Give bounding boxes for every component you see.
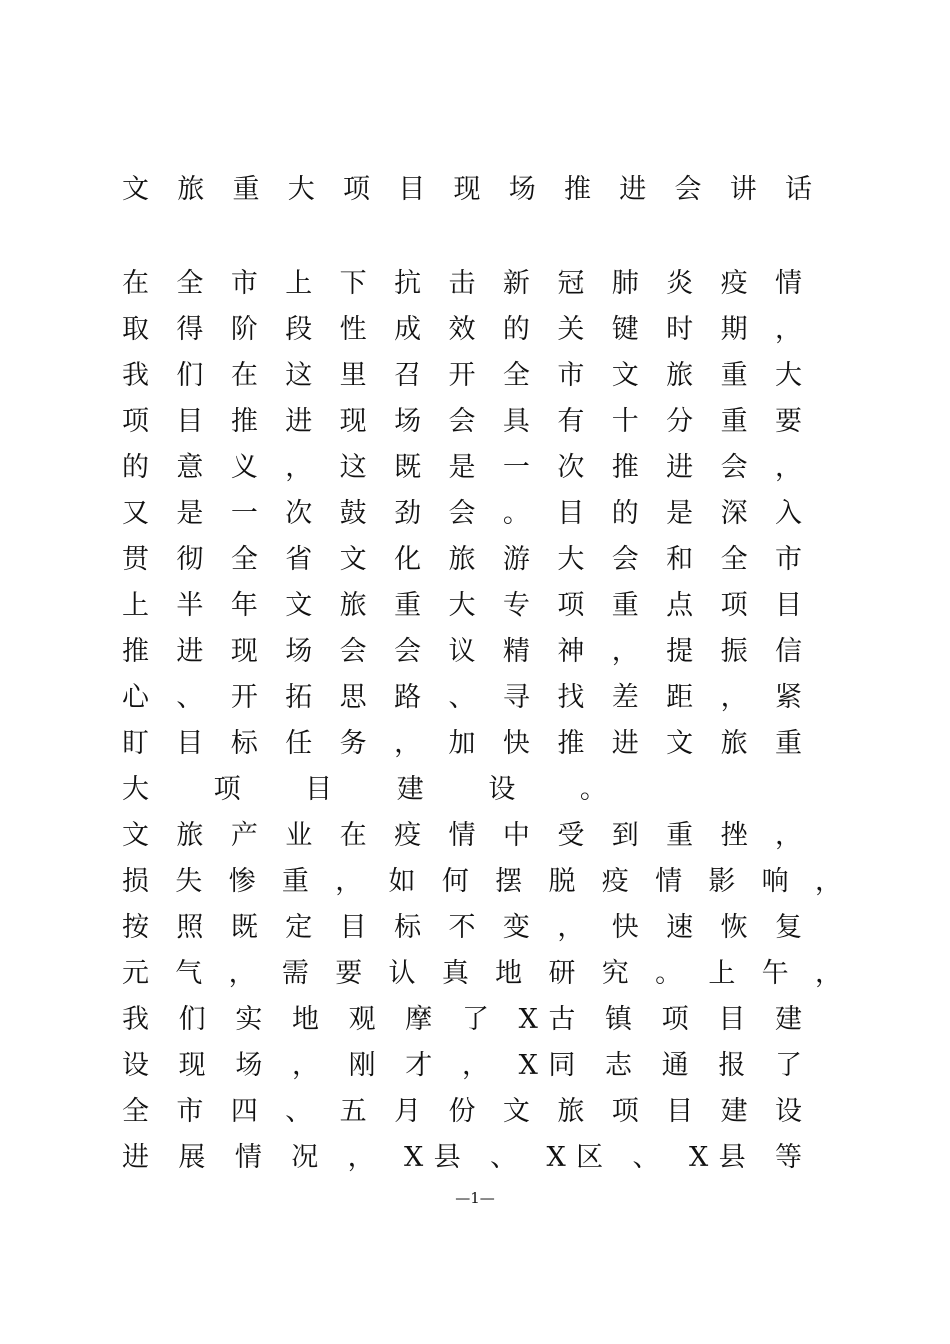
body-line: 我 们 实 地 观 摩 了 X古 镇 项 目 建 — [122, 1004, 802, 1035]
body-line: 上 半 年 文 旅 重 大 专 项 重 点 项 目 — [122, 590, 802, 621]
body-line: 推 进 现 场 会 会 议 精 神 ， 提 振 信 — [122, 636, 802, 667]
body-line: 进 展 情 况 ， X县 、 X区 、 X县 等 — [122, 1142, 802, 1173]
body-line: 按 照 既 定 目 标 不 变 ， 快 速 恢 复 — [122, 912, 802, 943]
body-line: 设 现 场 ， 刚 才 ， X同 志 通 报 了 — [122, 1050, 802, 1081]
body-line: 贯 彻 全 省 文 化 旅 游 大 会 和 全 市 — [122, 544, 802, 575]
body-line: 的 意 义 ， 这 既 是 一 次 推 进 会 ， — [122, 452, 802, 483]
body-line: 又 是 一 次 鼓 劲 会 。 目 的 是 深 入 — [122, 498, 802, 529]
body-line: 项 目 推 进 现 场 会 具 有 十 分 重 要 — [122, 406, 802, 437]
body-line: 文 旅 产 业 在 疫 情 中 受 到 重 挫 ， — [122, 820, 802, 851]
document-title: 文 旅 重 大 项 目 现 场 推 进 会 讲 话 — [122, 174, 812, 205]
body-line: 取 得 阶 段 性 成 效 的 关 键 时 期 ， — [122, 314, 802, 345]
body-line: 元 气 ， 需 要 认 真 地 研 究 。 上 午 ， — [122, 958, 842, 989]
body-line: 在 全 市 上 下 抗 击 新 冠 肺 炎 疫 情 — [122, 268, 802, 299]
body-line: 盯 目 标 任 务 ， 加 快 推 进 文 旅 重 — [122, 728, 802, 759]
body-line: 我 们 在 这 里 召 开 全 市 文 旅 重 大 — [122, 360, 802, 391]
body-line: 全 市 四 、 五 月 份 文 旅 项 目 建 设 — [122, 1096, 802, 1127]
page-number: —1— — [455, 1189, 495, 1207]
body-line: 大 项 目 建 设 。 — [122, 774, 635, 805]
body-line: 损 失 惨 重 ， 如 何 摆 脱 疫 情 影 响 ， — [122, 866, 842, 897]
body-line: 心 、 开 拓 思 路 、 寻 找 差 距 ， 紧 — [122, 682, 802, 713]
